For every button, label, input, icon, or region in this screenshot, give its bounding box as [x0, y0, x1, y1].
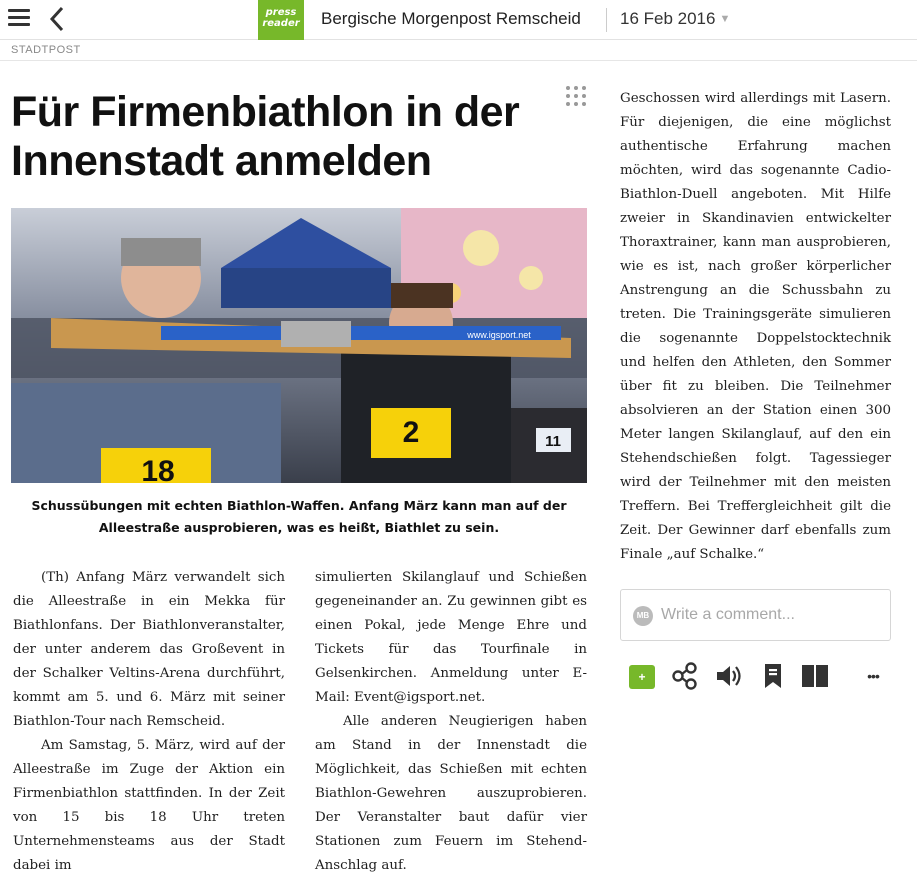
bib-number-11: 11 [545, 433, 561, 450]
bookmark-icon[interactable] [758, 660, 788, 692]
logo-text-press: press [265, 7, 297, 18]
section-divider [0, 60, 917, 61]
issue-date-selector[interactable] [620, 9, 730, 29]
article-column-2 [315, 566, 587, 872]
bib-number-2: 2 [402, 416, 420, 449]
paragraph: simulierten Skilanglauf und Schießen gegeneinander an. Zu gewinnen gibt es einen Pokal, jede Menge Ehre und Tickets für das Tourfinale in Gelsenkirchen. Anmeldung unter E-Mail: Event@igsport.net. [315, 570, 587, 705]
section-label: STADTPOST [11, 44, 81, 56]
bib-number-18: 18 [141, 455, 175, 483]
more-options-icon[interactable]: ••• [867, 668, 879, 684]
avatar: MB [633, 606, 653, 626]
pressreader-logo[interactable] [258, 0, 304, 40]
biathlon-photo-illustration [11, 208, 587, 483]
paragraph: (Th) Anfang März verwandelt sich die Alleestraße in ein Mekka für Biathlonfans. Der Biathlonveranstalter, der unter anderem das Großevent in der Schalker Veltins-Arena durchführt, kommt am 5. und 6. März mit seiner Biathlon-Tour nach Remscheid. [13, 570, 285, 729]
audio-speaker-icon[interactable] [714, 660, 744, 692]
logo-text-reader: reader [262, 18, 300, 29]
article-photo[interactable] [11, 208, 587, 483]
article-column-3 [620, 87, 891, 567]
article-headline: Für Firmenbiathlon in der Innenstadt anmelden [11, 88, 520, 185]
issue-date: 16 Feb 2016 [620, 9, 716, 28]
paragraph: Alle anderen Neugierigen haben am Stand in der Innenstadt die Möglichkeit, das Schießen mit echten Biathlon-Gewehren auszuprobieren. Der Veranstalter baut dafür vier Stationen zum Feuern im Stehend-Anschlag auf. [315, 714, 587, 872]
article-actions-toolbar [620, 660, 891, 692]
paragraph: Geschossen wird allerdings mit Lasern. Für diejenigen, die eine möglichst authentische Erfahrung machen möchten, wird das sogenannte Cadio-Biathlon-Duell angeboten. Mit Hilfe zweier in Skandinavien entwickelter Thoraxtrainer, kann man ausprobieren, wie es ist, nach großer körperlicher Anstrengung an die Schussbahn zu treten. Die Trainingsgeräte simulieren die sogenannte Doppelstocktechnik und helfen den Athleten, den Sommer über fit zu bleiben. Die Teilnehmer absolvieren an der Station einen 300 Meter langen Skilanglauf, auf den ein Stehendschießen folgt. Tagessieger wird der Teilnehmer mit den meisten Treffern. Bei Treffergleichheit gilt die Zeit. Der Gewinner darf ebenfalls zum Finale „auf Schalke.“ [620, 91, 891, 562]
comment-input[interactable] [620, 589, 891, 641]
back-arrow-icon[interactable] [46, 5, 70, 33]
publication-title[interactable]: Bergische Morgenpost Remscheid [321, 9, 581, 28]
grid-dots-icon[interactable] [566, 86, 586, 106]
article-column-1 [13, 566, 285, 872]
top-bar [0, 0, 917, 40]
chevron-down-icon: ▼ [719, 13, 731, 25]
add-plus-icon[interactable]: + [629, 665, 655, 689]
two-page-layout-icon[interactable] [800, 660, 830, 692]
share-icon[interactable] [670, 660, 700, 692]
header-divider [606, 8, 607, 32]
rifle-sticker-text: www.igsport.net [467, 330, 531, 340]
comment-placeholder: Write a comment... [661, 606, 795, 623]
hamburger-menu-icon[interactable] [8, 9, 30, 27]
paragraph: Am Samstag, 5. März, wird auf der Alleestraße im Zuge der Aktion ein Firmenbiathlon stattfinden. In der Zeit von 15 bis 18 Uhr treten Unternehmensteams aus der Stadt dabei im [13, 738, 285, 872]
photo-caption: Schussübungen mit echten Biathlon-Waffen. Anfang März kann man auf der Alleestraße ausprobieren, was es heißt, Biathlet zu sein. [31, 498, 567, 535]
